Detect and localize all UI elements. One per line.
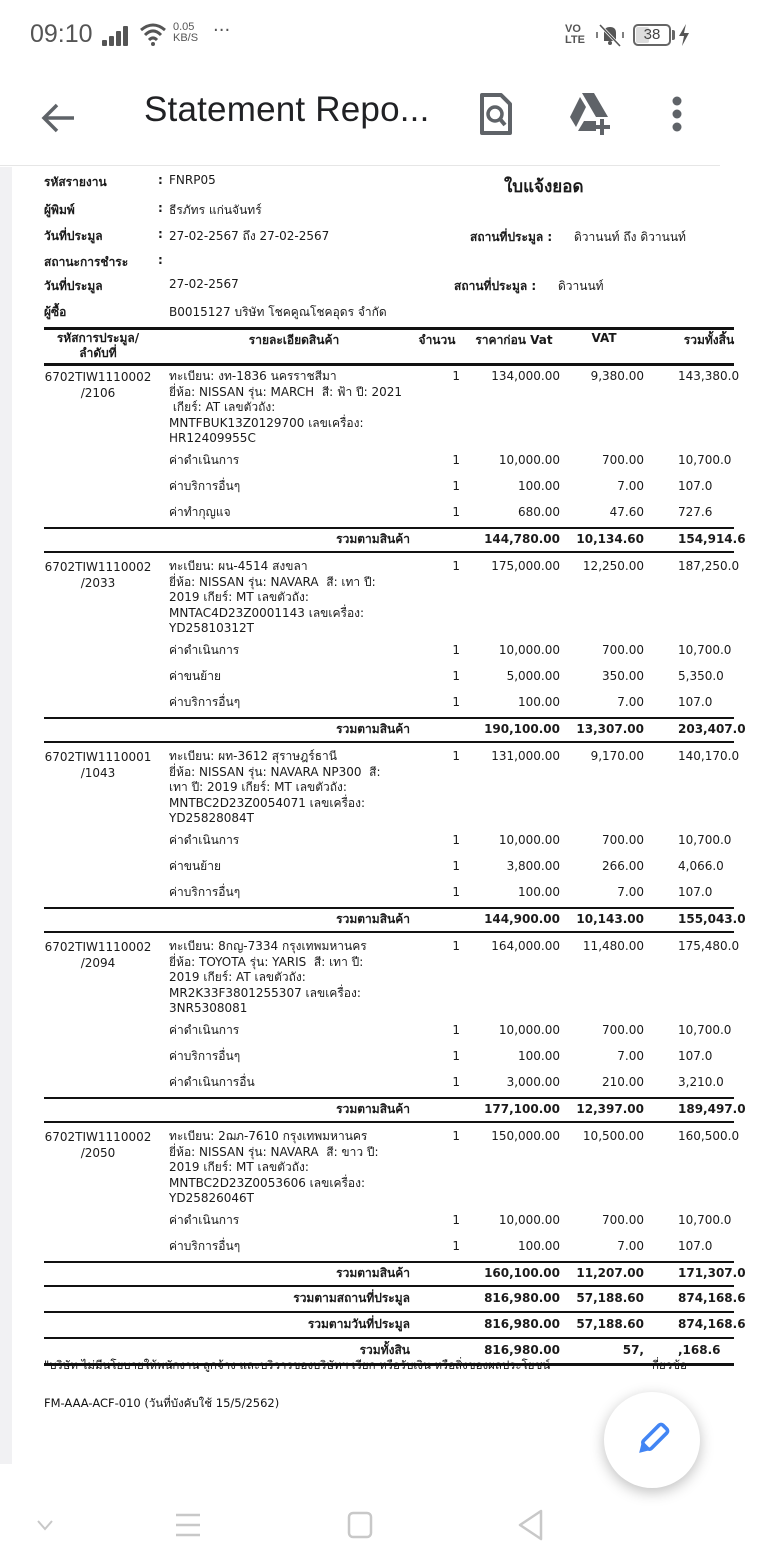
vehicle-row-vat: 9,380.00	[590, 369, 644, 383]
vehicle-row-vat: 9,170.00	[590, 749, 644, 763]
grand-total-row-price: 816,980.00	[484, 1291, 560, 1305]
vehicle-description-line: MNTBC2D23Z0054071 เลขเครื่อง:	[169, 795, 366, 810]
fee-name: ค่าดำเนินการ	[169, 1213, 240, 1227]
subtotal-top-rule	[44, 907, 734, 909]
fee-row-total: 107.0	[678, 695, 713, 709]
vehicle-row-qty: 1	[452, 939, 460, 953]
net-speed-unit: KB/S	[173, 32, 199, 44]
fee-row-total: 10,700.0	[678, 453, 732, 467]
fee-row-vat: 7.00	[617, 479, 644, 493]
drive-add-icon	[566, 91, 616, 137]
battery-cap	[672, 30, 675, 40]
grand-total-row-price: 816,980.00	[484, 1343, 560, 1357]
fee-row-qty: 1	[452, 479, 460, 493]
vehicle-description-line: ยี่ห้อ: NISSAN รุ่น: NAVARA NP300 สี:	[169, 764, 381, 779]
fee-row-qty: 1	[452, 669, 460, 683]
find-in-page-button[interactable]	[470, 88, 522, 140]
fee-name: ค่าขนย้าย	[169, 859, 221, 873]
meta-label: วันที่ประมูล	[44, 229, 103, 243]
subtotal-row-vat: 13,307.00	[576, 722, 644, 736]
fee-name: ค่าดำเนินการ	[169, 643, 240, 657]
vehicle-row-price: 175,000.00	[491, 559, 560, 573]
vehicle-row-vat: 10,500.00	[582, 1129, 644, 1143]
fee-row-qty: 1	[452, 695, 460, 709]
header-code	[44, 331, 152, 361]
vehicle-row-qty: 1	[452, 1129, 460, 1143]
group-bottom-rule	[44, 1285, 734, 1287]
header-qty: จำนวน	[418, 333, 456, 347]
fee-row-total: 107.0	[678, 1049, 713, 1063]
fee-row-total: 4,066.0	[678, 859, 724, 873]
fee-row-price: 10,000.00	[498, 1023, 560, 1037]
find-in-page-icon	[479, 92, 513, 136]
fee-row-qty: 1	[452, 1023, 460, 1037]
back-button[interactable]	[30, 90, 86, 146]
vehicle-description	[169, 1129, 409, 1207]
header-total: รวมทั้งสิ้น	[683, 333, 735, 347]
subtotal-label: รวมตามสินค้า	[336, 1102, 410, 1116]
fee-row-vat: 210.00	[602, 1075, 644, 1089]
fee-row-price: 3,000.00	[506, 1075, 560, 1089]
header-code-line2: ลำดับที่	[79, 346, 117, 360]
vehicle-row-total: 175,480.0	[678, 939, 740, 953]
fee-row-vat: 700.00	[602, 833, 644, 847]
meta-colon: :	[158, 227, 163, 241]
vehicle-description-line: เทา ปี: 2019 เกียร์: MT เลขตัวถัง:	[169, 780, 347, 794]
vehicle-description-line: MNTAC4D23Z0001143 เลขเครื่อง:	[169, 605, 365, 620]
vehicle-description-line: เกียร์: AT เลขตัวถัง:	[169, 400, 276, 414]
auction-code	[44, 1129, 152, 1161]
more-options-button[interactable]	[660, 88, 694, 140]
volte-top: VO	[565, 23, 581, 35]
battery-level: 38	[643, 26, 661, 43]
fee-row-qty: 1	[452, 859, 460, 873]
meta-value: B0015127 บริษัท โชคคูณโชคอุดร จำกัด	[169, 305, 387, 319]
auction-code	[44, 559, 152, 591]
vehicle-row-qty: 1	[452, 749, 460, 763]
table-header-bottom-rule	[44, 363, 734, 366]
vehicle-description-line: 3NR5308081	[169, 1001, 248, 1015]
subtotal-row-vat: 12,397.00	[576, 1102, 644, 1116]
fee-row-qty: 1	[452, 833, 460, 847]
fee-row-vat: 700.00	[602, 1023, 644, 1037]
fee-row-total: 5,350.0	[678, 669, 724, 683]
fee-name: ค่าขนย้าย	[169, 669, 221, 683]
vehicle-description-line: 2019 เกียร์: AT เลขตัวถัง:	[169, 970, 306, 984]
fee-row-price: 100.00	[518, 1049, 560, 1063]
auction-code-line2: /2094	[80, 956, 116, 970]
meta-label: วันที่ประมูล	[44, 279, 103, 293]
group-bottom-rule	[44, 1121, 734, 1123]
vehicle-description	[169, 749, 409, 827]
vehicle-description	[169, 369, 409, 447]
form-code: FM-AAA-ACF-010 (วันที่บังคับใช้ 15/5/2562)	[44, 1396, 280, 1410]
group-bottom-rule	[44, 741, 734, 743]
edit-fab[interactable]	[604, 1392, 700, 1488]
net-speed-value: 0.05	[173, 21, 195, 33]
fee-row-price: 5,000.00	[506, 669, 560, 683]
vehicle-description-line: MR2K33F3801255307 เลขเครื่อง:	[169, 985, 361, 1000]
vehicle-row-vat: 11,480.00	[582, 939, 644, 953]
auction-code-line1: 6702TIW1110002	[44, 560, 152, 574]
fee-row-vat: 700.00	[602, 453, 644, 467]
grand-total-label: รวมตามวันที่ประมูล	[307, 1317, 410, 1331]
vehicle-row-qty: 1	[452, 369, 460, 383]
subtotal-label: รวมตามสินค้า	[336, 532, 410, 546]
back-icon	[517, 1508, 545, 1542]
grand-total-row-total: ,168.6	[678, 1343, 721, 1357]
vehicle-row-total: 187,250.0	[678, 559, 740, 573]
fee-row-price: 100.00	[518, 695, 560, 709]
system-back-button[interactable]	[506, 1500, 556, 1550]
fee-row-vat: 350.00	[602, 669, 644, 683]
vehicle-description	[169, 939, 409, 1017]
fee-row-qty: 1	[452, 1239, 460, 1253]
vehicle-description-line: ทะเบียน: 8กญ-7334 กรุงเทพมหานคร	[169, 939, 367, 953]
fee-row-vat: 7.00	[617, 695, 644, 709]
grand-total-row-price: 816,980.00	[484, 1317, 560, 1331]
statement-heading: ใบแจ้งยอด	[504, 177, 584, 197]
fee-name: ค่าบริการอื่นๆ	[169, 1049, 241, 1063]
vehicle-description-line: ทะเบียน: งท-1836 นครราชสีมา	[169, 369, 337, 383]
grand-total-label: รวมตามสถานที่ประมูล	[293, 1291, 410, 1305]
grand-total-rule	[44, 1337, 734, 1339]
fee-row-total: 107.0	[678, 479, 713, 493]
auction-code	[44, 939, 152, 971]
group-bottom-rule	[44, 931, 734, 933]
auction-code-line1: 6702TIW1110001	[44, 750, 152, 764]
subtotal-row-price: 177,100.00	[484, 1102, 560, 1116]
meta-colon: :	[158, 253, 163, 267]
vehicle-description-line: ยี่ห้อ: TOYOTA รุ่น: YARIS สี: เทา ปี:	[169, 954, 364, 969]
battery-icon	[633, 24, 671, 46]
subtotal-row-total: 189,497.0	[678, 1102, 746, 1116]
vehicle-description-line: ทะเบียน: ผน-4514 สงขลา	[169, 559, 308, 573]
fee-name: ค่าดำเนินการ	[169, 833, 240, 847]
subtotal-row-price: 144,900.00	[484, 912, 560, 926]
grand-total-rule	[44, 1311, 734, 1313]
fee-row-vat: 7.00	[617, 885, 644, 899]
vehicle-description-line: 2019 เกียร์: MT เลขตัวถัง:	[169, 590, 309, 604]
fee-name: ค่าทำกุญแจ	[169, 505, 231, 519]
vehicle-row-qty: 1	[452, 559, 460, 573]
meta-value: FNRP05	[169, 173, 216, 187]
meta-value: ธีรภัทร แก่นจันทร์	[169, 203, 262, 217]
header-code-line1: รหัสการประมูล/	[56, 331, 140, 345]
fee-row-vat: 7.00	[617, 1239, 644, 1253]
vehicle-row-total: 143,380.0	[678, 369, 740, 383]
subtotal-row-price: 190,100.00	[484, 722, 560, 736]
auction-code	[44, 369, 152, 401]
fee-row-price: 100.00	[518, 885, 560, 899]
fee-row-total: 10,700.0	[678, 833, 732, 847]
vehicle-description-line: ยี่ห้อ: NISSAN รุ่น: NAVARA สี: เทา ปี:	[169, 574, 376, 589]
header-price: ราคาก่อน Vat	[475, 333, 553, 347]
auction-code-line1: 6702TIW1110002	[44, 370, 152, 384]
charging-bolt-icon	[677, 24, 691, 46]
status-time: 09:10	[30, 20, 93, 48]
vehicle-row-price: 164,000.00	[491, 939, 560, 953]
meta-label: สถานะการชำระ	[44, 255, 129, 269]
vehicle-description-line: MNTFBUK13Z0129700 เลขเครื่อง:	[169, 415, 364, 430]
vehicle-description-line: MNTBC2D23Z0053606 เลขเครื่อง:	[169, 1175, 366, 1190]
subtotal-top-rule	[44, 527, 734, 529]
meta-value: 27-02-2567	[169, 277, 239, 291]
recents-button[interactable]	[163, 1500, 213, 1550]
fee-name: ค่าดำเนินการ	[169, 453, 240, 467]
location-range-label: สถานที่ประมูล :	[470, 230, 553, 244]
vehicle-description-line: ยี่ห้อ: NISSAN รุ่น: MARCH สี: ฟ้า ปี: 2021	[169, 384, 403, 399]
auction-code-line2: /1043	[80, 766, 116, 780]
fee-row-total: 10,700.0	[678, 643, 732, 657]
status-bar	[0, 0, 720, 70]
vehicle-row-total: 160,500.0	[678, 1129, 740, 1143]
vehicle-row-price: 134,000.00	[491, 369, 560, 383]
meta-colon: :	[158, 201, 163, 215]
vehicle-description-line: HR12409955C	[169, 431, 256, 445]
fee-row-qty: 1	[452, 885, 460, 899]
grand-total-row-vat: 57,188.60	[576, 1291, 644, 1305]
vehicle-row-total: 140,170.0	[678, 749, 740, 763]
pdf-viewer[interactable]	[0, 167, 746, 1464]
header-vat: VAT	[591, 331, 617, 345]
table-header-top-rule	[44, 327, 734, 330]
group-bottom-rule	[44, 551, 734, 553]
fee-name: ค่าดำเนินการ	[169, 1023, 240, 1037]
subtotal-top-rule	[44, 717, 734, 719]
wifi-icon	[140, 22, 166, 46]
vehicle-description	[169, 559, 409, 637]
vehicle-description-line: ทะเบียน: ผท-3612 สุราษฎร์ธานี	[169, 749, 337, 763]
volte-indicator	[565, 24, 585, 46]
add-to-drive-button[interactable]	[562, 88, 620, 140]
grand-total-row-total: 874,168.6	[678, 1291, 746, 1305]
vehicle-description-line: ทะเบียน: 2ฌภ-7610 กรุงเทพมหานคร	[169, 1129, 368, 1143]
fee-row-vat: 700.00	[602, 1213, 644, 1227]
more-vert-icon	[671, 96, 683, 132]
fee-name: ค่าบริการอื่นๆ	[169, 885, 241, 899]
vehicle-row-price: 131,000.00	[491, 749, 560, 763]
fee-name: ค่าบริการอื่นๆ	[169, 1239, 241, 1253]
volte-bottom: LTE	[565, 34, 585, 46]
fee-row-price: 10,000.00	[498, 643, 560, 657]
subtotal-row-total: 154,914.6	[678, 532, 746, 546]
auction-code-line1: 6702TIW1110002	[44, 940, 152, 954]
location-label: สถานที่ประมูล :	[454, 279, 537, 293]
fee-row-vat: 266.00	[602, 859, 644, 873]
fee-row-qty: 1	[452, 505, 460, 519]
fee-row-total: 3,210.0	[678, 1075, 724, 1089]
subtotal-top-rule	[44, 1261, 734, 1263]
subtotal-row-price: 160,100.00	[484, 1266, 560, 1280]
nav-collapse-icon	[35, 1518, 55, 1532]
subtotal-row-vat: 10,143.00	[576, 912, 644, 926]
more-notifications-icon: ···	[213, 20, 231, 41]
app-bar	[0, 70, 720, 166]
bell-off-icon	[594, 22, 626, 48]
subtotal-label: รวมตามสินค้า	[336, 912, 410, 926]
meta-label: ผู้พิมพ์	[44, 203, 75, 217]
subtotal-row-vat: 10,134.60	[576, 532, 644, 546]
location-range-value: ดิวานนท์ ถึง ดิวานนท์	[574, 230, 686, 244]
fee-row-qty: 1	[452, 1213, 460, 1227]
network-speed	[173, 22, 198, 44]
subtotal-row-total: 203,407.0	[678, 722, 746, 736]
fee-row-total: 107.0	[678, 1239, 713, 1253]
home-button[interactable]	[335, 1500, 385, 1550]
grand-total-row-vat: 57,	[622, 1343, 644, 1357]
pdf-page	[12, 167, 772, 1464]
fee-row-price: 10,000.00	[498, 833, 560, 847]
vehicle-description-line: ยี่ห้อ: NISSAN รุ่น: NAVARA สี: ขาว ปี:	[169, 1144, 379, 1159]
auction-code-line2: /2106	[80, 386, 116, 400]
edit-pencil-icon	[632, 1420, 672, 1460]
vehicle-description-line: YD25810312T	[169, 621, 254, 635]
subtotal-row-total: 155,043.0	[678, 912, 746, 926]
fee-name: ค่าดำเนินการอื่น	[169, 1075, 255, 1089]
fee-name: ค่าบริการอื่นๆ	[169, 479, 241, 493]
auction-code-line2: /2033	[80, 576, 116, 590]
fee-row-price: 100.00	[518, 1239, 560, 1253]
signal-icon	[102, 26, 132, 46]
meta-colon: :	[158, 173, 163, 187]
disclaimer-text: "บริษัท ไม่มีนโยบายให้พนักงาน ลูกจ้าง และบริวารของบริษัทฯ เรียก หรือรับเงิน หรือสิ่งของผลประโยชน์	[44, 1358, 551, 1372]
subtotal-label: รวมตามสินค้า	[336, 722, 410, 736]
fee-row-qty: 1	[452, 453, 460, 467]
meta-label: ผู้ซื้อ	[44, 305, 67, 319]
auction-code-line2: /2050	[80, 1146, 116, 1160]
meta-value: 27-02-2567 ถึง 27-02-2567	[169, 229, 330, 243]
grand-total-label: รวมทั้งสิน	[359, 1343, 410, 1357]
header-detail: รายละเอียดสินค้า	[248, 333, 340, 347]
meta-label: รหัสรายงาน	[44, 175, 107, 189]
subtotal-row-price: 144,780.00	[484, 532, 560, 546]
auction-code-line1: 6702TIW1110002	[44, 1130, 152, 1144]
vehicle-description-line: YD25826046T	[169, 1191, 254, 1205]
vehicle-row-price: 150,000.00	[491, 1129, 560, 1143]
fee-row-qty: 1	[452, 1049, 460, 1063]
location-value: ดิวานนท์	[558, 279, 604, 293]
fee-row-total: 107.0	[678, 885, 713, 899]
subtotal-row-vat: 11,207.00	[576, 1266, 644, 1280]
fee-row-total: 727.6	[678, 505, 713, 519]
fee-row-vat: 7.00	[617, 1049, 644, 1063]
vehicle-description-line: 2019 เกียร์: MT เลขตัวถัง:	[169, 1160, 309, 1174]
fee-row-price: 3,800.00	[506, 859, 560, 873]
system-nav-bar	[0, 1490, 720, 1560]
disclaimer-text-tail: กี่ยวข้อ	[652, 1358, 687, 1372]
fee-row-total: 10,700.0	[678, 1023, 732, 1037]
grand-total-row-vat: 57,188.60	[576, 1317, 644, 1331]
document-title: Statement Repo...	[144, 90, 430, 129]
fee-row-qty: 1	[452, 1075, 460, 1089]
vehicle-description-line: YD25828084T	[169, 811, 254, 825]
nav-collapse-button[interactable]	[20, 1500, 70, 1550]
fee-row-vat: 700.00	[602, 643, 644, 657]
fee-name: ค่าบริการอื่นๆ	[169, 695, 241, 709]
auction-code	[44, 749, 152, 781]
subtotal-row-total: 171,307.0	[678, 1266, 746, 1280]
fee-row-price: 10,000.00	[498, 1213, 560, 1227]
recents-icon	[175, 1512, 201, 1538]
fee-row-vat: 47.60	[609, 505, 644, 519]
home-icon	[346, 1510, 374, 1540]
fee-row-price: 10,000.00	[498, 453, 560, 467]
fee-row-qty: 1	[452, 643, 460, 657]
fee-row-total: 10,700.0	[678, 1213, 732, 1227]
vehicle-row-vat: 12,250.00	[582, 559, 644, 573]
fee-row-price: 100.00	[518, 479, 560, 493]
subtotal-top-rule	[44, 1097, 734, 1099]
back-arrow-icon	[40, 100, 76, 136]
subtotal-label: รวมตามสินค้า	[336, 1266, 410, 1280]
fee-row-price: 680.00	[518, 505, 560, 519]
grand-total-row-total: 874,168.6	[678, 1317, 746, 1331]
